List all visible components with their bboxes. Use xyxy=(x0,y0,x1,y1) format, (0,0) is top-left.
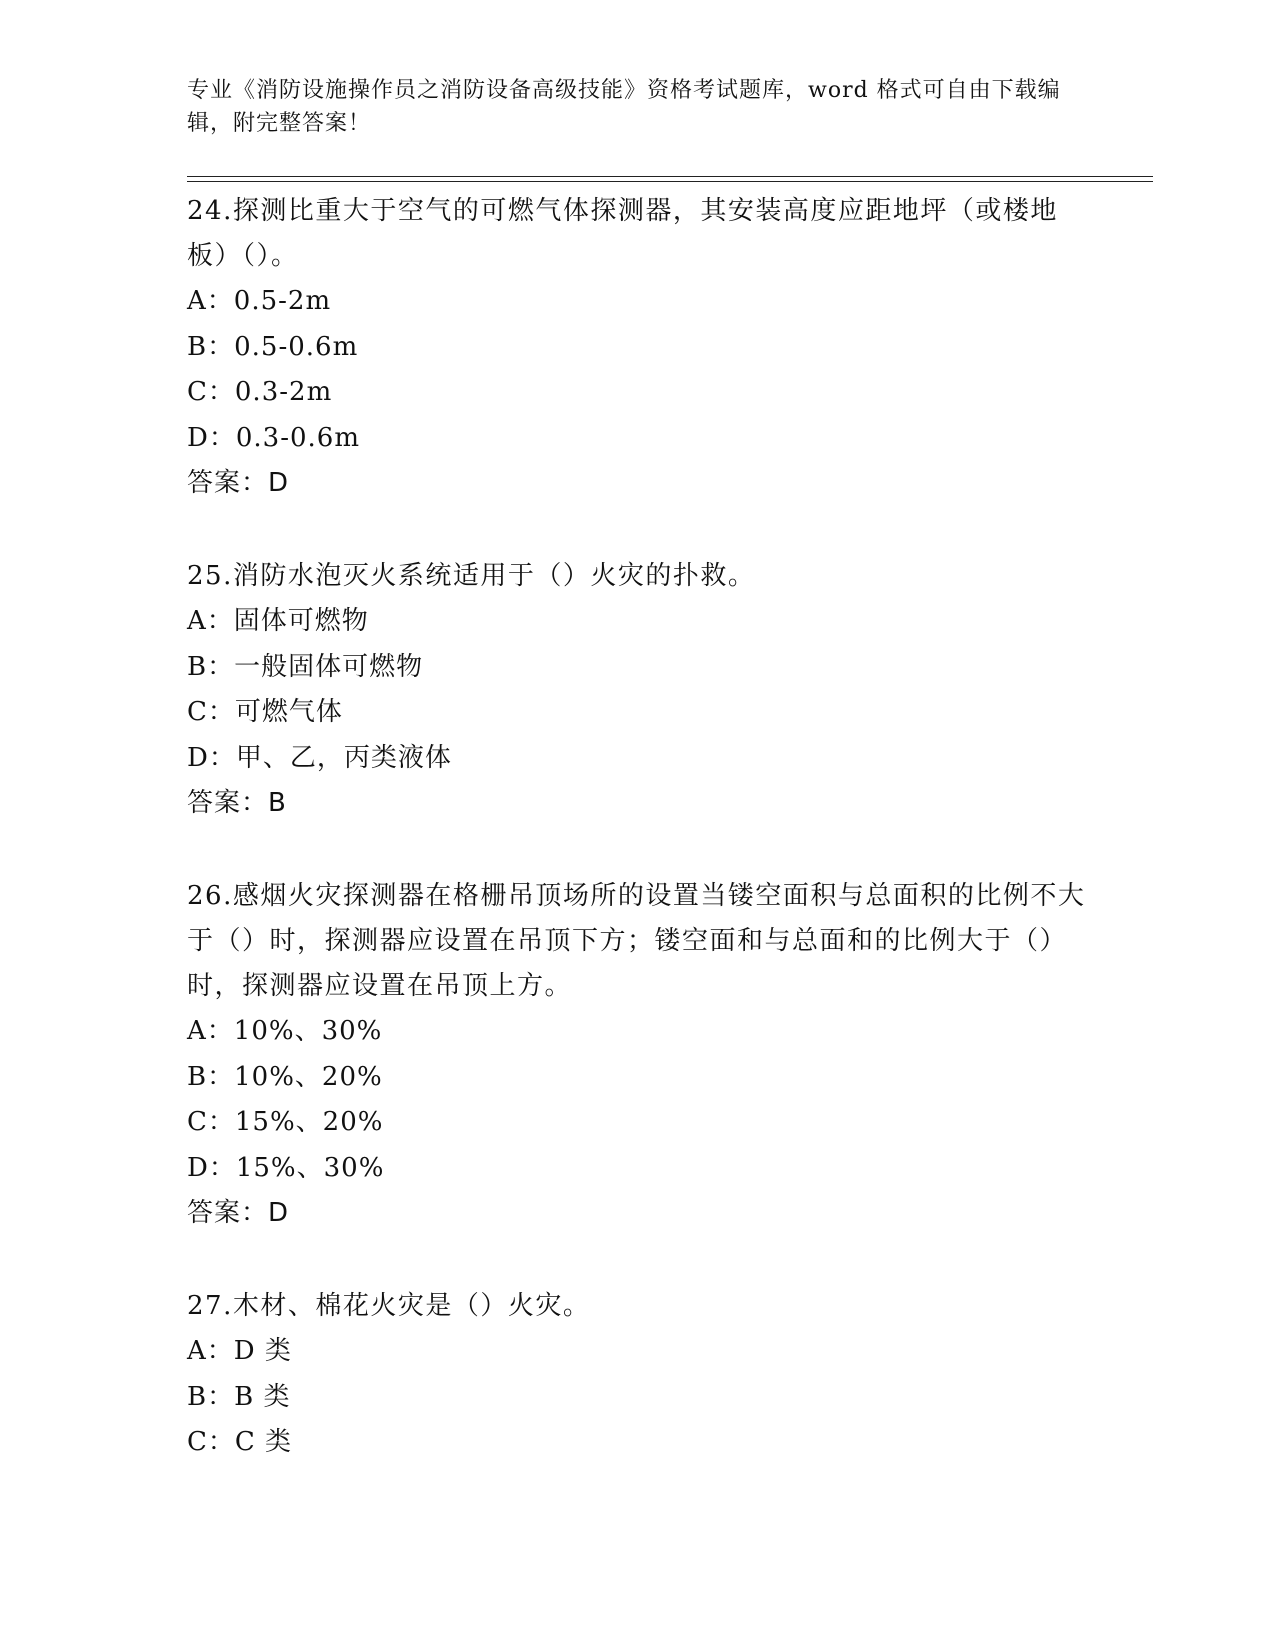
option-b: B：一般固体可燃物 xyxy=(187,651,424,682)
option-d: D：15%、30% xyxy=(187,1152,385,1183)
option-d: D：甲、乙，丙类液体 xyxy=(187,742,452,773)
question-26 xyxy=(187,874,1087,1236)
header-divider-bottom xyxy=(187,181,1153,182)
document-header: 专业《消防设施操作员之消防设备高级技能》资格考试题库，word 格式可自由下载编辑，附完整答案！ xyxy=(187,78,1061,136)
option-a: A：10%、30% xyxy=(187,1016,383,1046)
option-c: C：15%、20% xyxy=(187,1107,384,1137)
header-divider-top xyxy=(187,176,1153,177)
option-a: A：固体可燃物 xyxy=(187,606,369,636)
option-c: C：0.3-2m xyxy=(187,377,333,407)
option-b: B：10%、20% xyxy=(187,1061,383,1092)
answer-line: 答案：D xyxy=(187,1198,290,1228)
question-stem: 24.探测比重大于空气的可燃气体探测器，其安装高度应距地坪（或楼地板）（）。 xyxy=(187,196,1058,271)
option-b: B：0.5-0.6m xyxy=(187,331,359,362)
question-25 xyxy=(187,554,1087,826)
question-list xyxy=(187,189,1087,1514)
question-24 xyxy=(187,189,1087,506)
answer-line: 答案：D xyxy=(187,468,290,498)
option-c: C：可燃气体 xyxy=(187,697,343,727)
question-stem: 27.木材、棉花火灾是（）火灾。 xyxy=(187,1291,591,1321)
option-d: D：0.3-0.6m xyxy=(187,422,360,453)
question-stem: 25.消防水泡灭火系统适用于（）火灾的扑救。 xyxy=(187,561,756,591)
question-27 xyxy=(187,1284,1087,1466)
answer-line: 答案：B xyxy=(187,788,287,818)
option-b: B：B 类 xyxy=(187,1381,291,1412)
option-c: C：C 类 xyxy=(187,1427,293,1457)
option-a: A：0.5-2m xyxy=(187,286,332,316)
question-stem: 26.感烟火灾探测器在格栅吊顶场所的设置当镂空面积与总面积的比例不大于（）时，探测器应设置在吊顶下方；镂空面和与总面和的比例大于（）时，探测器应设置在吊顶上方。 xyxy=(187,881,1086,1001)
option-a: A：D 类 xyxy=(187,1336,292,1366)
